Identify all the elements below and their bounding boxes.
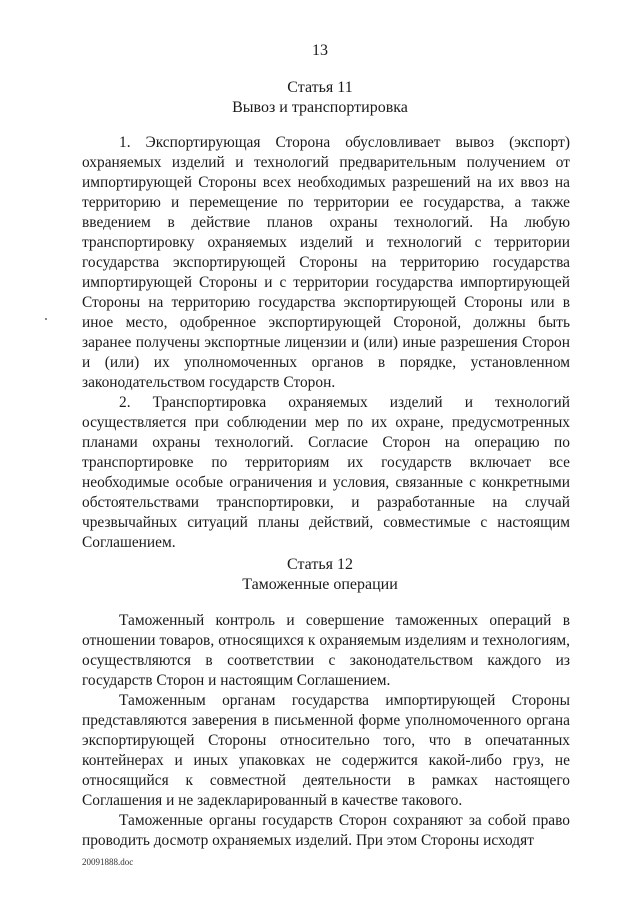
page-number: 13 [312,42,328,59]
footer-filename: 20091888.doc [82,857,134,867]
article-11-body [82,133,570,553]
article-12-paragraph-3: Таможенные органы государств Сторон сохраняют за собой право проводить досмотр охраняемых изделий. При этом Стороны исходят [82,812,570,849]
article-11-paragraph-2: 2. Транспортировка охраняемых изделий и технологий осуществляется при соблюдении мер по их охране, предусмотренных планами охраны технологий. Согласие Сторон на операцию по транспортировке по территориям их государств включает все необходимые особые ограничения и условия, связанные с конкретными обстоятельствами транспортировки, и разработанные на случай чрезвычайных ситуаций планы действий, совместимые с настоящим Соглашением. [82,394,570,551]
article-12-paragraph-2: Таможенным органам государства импортирующей Стороны представляются заверения в письменной форме уполномоченного органа экспортирующей Стороны относительно того, что в опечатанных контейнерах и иных упаковках не содержится какой-либо груз, не относящийся к совместной деятельности в рамках настоящего Соглашения и не задекларированный в качестве такового. [82,692,570,809]
article-12-paragraph-1: Таможенный контроль и совершение таможенных операций в отношении товаров, относящихся к охраняемым изделиям и технологиям, осуществляются в соответствии с законодательством каждого из государств Сторон и настоящим Соглашением. [82,612,570,689]
article-11-paragraph-1: 1. Экспортирующая Сторона обусловливает вывоз (экспорт) охраняемых изделий и технологий предварительным получением от импортирующей Стороны всех необходимых разрешений на их ввоз на территорию и перемещение по территории ее государства, а также введением в действие планов охраны технологий. На любую транспортировку охраняемых изделий и технологий с территории государства экспортирующей Стороны на территорию государства импортирующей Стороны и с территории государства импортирующей Стороны на территорию государства экспортирующей Стороны или в иное место, одобренное экспортирующей Стороной, должны быть заранее получены экспортные лицензии и (или) иные разрешения Сторон и (или) их уполномоченных органов в порядке, установленном законодательством государств Сторон. [82,134,570,391]
article-11-number: Статья 11 [287,79,353,96]
margin-mark [45,318,47,320]
article-11-title: Вывоз и транспортировка [232,99,408,116]
article-12-number: Статья 12 [287,556,353,573]
article-12-title: Таможенные операции [242,576,398,593]
article-12-body [82,611,570,851]
